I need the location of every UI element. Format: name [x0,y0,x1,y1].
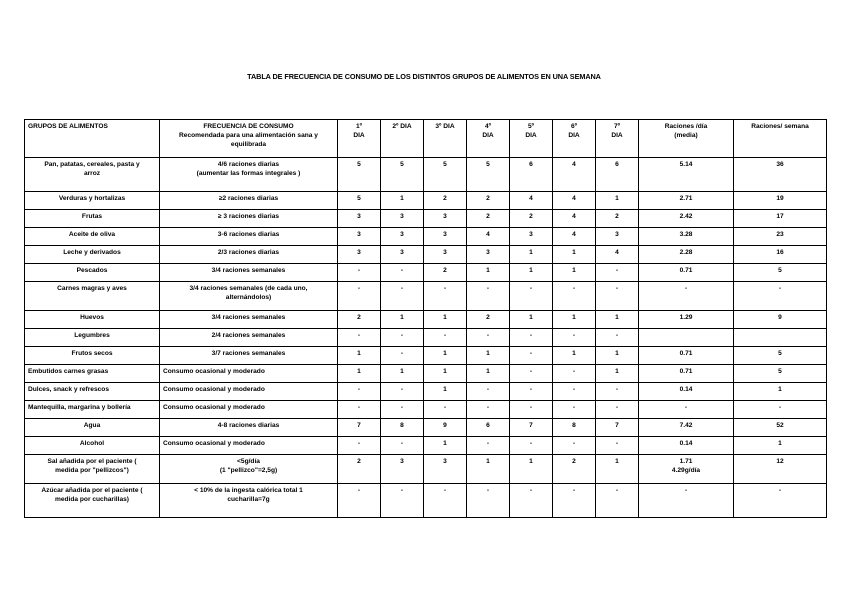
table-row [25,419,827,437]
day-6-cell: - [553,437,596,455]
table-row [25,311,827,329]
avg-cell-line: - [684,487,688,494]
day-2-cell: 3 [381,246,424,264]
week-cell: 36 [734,158,827,192]
food-group-cell [25,311,160,329]
frequency-cell-line: 2/4 raciones semanales [211,332,286,339]
food-group-cell [25,228,160,246]
frequency-cell-line: cucharilla=7g [227,496,270,503]
avg-cell [639,264,734,282]
table-row [25,246,827,264]
table-row [25,228,827,246]
day-2-cell: 3 [381,455,424,484]
frequency-cell-line: 3/4 raciones semanales [211,314,286,321]
day-6-cell: 8 [553,419,596,437]
header-week: Raciones/ semana [734,120,827,158]
header-row [25,120,827,158]
day-6-cell: - [553,365,596,383]
frequency-cell-line: (aumentar las formas integrales ) [196,170,301,177]
day-3-cell: - [424,484,467,518]
food-group-cell [25,347,160,365]
table-row [25,329,827,347]
frequency-cell-line: 4/6 raciones diarias [217,161,280,168]
day-4-cell: - [467,484,510,518]
food-group-cell-line: arroz [83,170,101,177]
week-cell: - [734,484,827,518]
food-group-cell [25,455,160,484]
day-1-cell: 2 [338,311,381,329]
week-cell: - [734,401,827,419]
day-7-cell: 1 [596,192,639,210]
frequency-cell [160,282,338,311]
avg-cell-line: 4.29g/día [671,467,701,474]
day-6-cell: - [553,401,596,419]
day-3-cell: 1 [424,383,467,401]
food-group-cell [25,264,160,282]
day-6-cell: 4 [553,158,596,192]
food-group-cell [25,484,160,518]
day-3-cell: 2 [424,264,467,282]
avg-cell-line: 0.71 [679,368,693,375]
frequency-cell [160,419,338,437]
day-7-cell: 7 [596,419,639,437]
table-row [25,264,827,282]
food-group-cell [25,192,160,210]
day-1-cell: 5 [338,192,381,210]
table-row [25,347,827,365]
day-4-cell: - [467,329,510,347]
day-1-cell: - [338,484,381,518]
frequency-cell-line: 3/4 raciones semanales (de cada uno, [189,285,308,292]
day-4-cell: 3 [467,246,510,264]
avg-cell-line: 0.14 [679,386,693,393]
day-4-cell: - [467,401,510,419]
day-7-cell: - [596,484,639,518]
week-cell: 52 [734,419,827,437]
day-6-cell: 4 [553,192,596,210]
day-3-cell: - [424,401,467,419]
header-day-7: 7º DIA [596,120,639,158]
day-7-cell: 1 [596,455,639,484]
week-cell: 1 [734,437,827,455]
day-3-cell: - [424,282,467,311]
avg-cell [639,311,734,329]
frequency-cell-line: 4-8 raciones diarias [217,422,280,429]
avg-cell-line: 2.71 [679,195,693,202]
day-3-cell: 3 [424,246,467,264]
day-2-cell: 8 [381,419,424,437]
day-2-cell: - [381,437,424,455]
day-2-cell: - [381,401,424,419]
header-day-5: 5º DIA [510,120,553,158]
food-group-cell-line: Huevos [80,314,104,321]
avg-cell-line: 0.14 [679,440,693,447]
frequency-cell-line: < 10% de la ingesta calórica total 1 [194,487,303,494]
table-row [25,282,827,311]
avg-cell [639,401,734,419]
food-group-cell [25,282,160,311]
day-5-cell: - [510,437,553,455]
day-6-cell: 1 [553,246,596,264]
day-4-cell: 4 [467,228,510,246]
frequency-cell-line: Consumo ocasional y moderado [163,440,265,447]
food-group-cell [25,210,160,228]
frequency-cell-line: Consumo ocasional y moderado [163,368,265,375]
day-7-cell: 4 [596,246,639,264]
avg-cell [639,282,734,311]
day-7-cell: 2 [596,210,639,228]
day-2-cell: 1 [381,311,424,329]
day-5-cell: - [510,383,553,401]
frequency-cell [160,329,338,347]
food-group-cell-line: Leche y derivados [63,249,121,256]
avg-cell [639,365,734,383]
day-1-cell: 2 [338,455,381,484]
day-4-cell: 2 [467,311,510,329]
frequency-cell [160,311,338,329]
page-title: TABLA DE FRECUENCIA DE CONSUMO DE LOS DISTINTOS GRUPOS DE ALIMENTOS EN UNA SEMANA [247,72,601,81]
day-3-cell: 1 [424,437,467,455]
frequency-cell-line: ≥ 3 raciones diarias [217,213,280,220]
day-6-cell: 1 [553,347,596,365]
day-1-cell: - [338,264,381,282]
day-5-cell: - [510,401,553,419]
day-4-cell: 5 [467,158,510,192]
day-4-cell: 1 [467,365,510,383]
day-2-cell: 3 [381,210,424,228]
day-5-cell: - [510,347,553,365]
food-group-cell-line: medida por "pellizcos") [55,467,129,474]
header-frequency-title: FRECUENCIA DE CONSUMO [203,123,294,130]
week-cell: - [734,282,827,311]
day-2-cell: 1 [381,192,424,210]
frequency-cell-line: ≥2 raciones diarias [218,195,279,202]
day-2-cell: - [381,329,424,347]
frequency-cell-line: alternándolos) [225,294,272,301]
day-5-cell: 1 [510,455,553,484]
week-cell: 16 [734,246,827,264]
day-2-cell: - [381,383,424,401]
day-1-cell: 3 [338,228,381,246]
avg-cell [639,419,734,437]
frequency-cell [160,365,338,383]
food-group-cell-line: Frutas [81,213,103,220]
day-2-cell: - [381,484,424,518]
table-row [25,484,827,518]
food-group-cell [25,383,160,401]
food-group-cell [25,437,160,455]
table-row [25,437,827,455]
frequency-cell [160,210,338,228]
frequency-cell [160,158,338,192]
avg-cell-line: 2.28 [679,249,693,256]
day-4-cell: 1 [467,455,510,484]
day-1-cell: - [338,383,381,401]
day-3-cell: 3 [424,210,467,228]
day-1-cell: 5 [338,158,381,192]
week-cell: 12 [734,455,827,484]
header-frequency-subtitle: Recomendada para una alimentación sana y equilibrada [179,132,318,148]
avg-cell [639,383,734,401]
table-row [25,365,827,383]
frequency-cell [160,437,338,455]
frequency-cell-line: 2/3 raciones diarias [217,249,280,256]
table-row [25,401,827,419]
food-group-cell-line: Sal añadida por el paciente ( [47,458,137,465]
food-group-cell-line: Azúcar añadida por el paciente ( [41,487,143,494]
day-6-cell: 4 [553,228,596,246]
day-7-cell: - [596,383,639,401]
day-5-cell: 1 [510,246,553,264]
header-day-3: 3º DIA [424,120,467,158]
week-cell: 5 [734,347,827,365]
food-group-cell-line: Carnes magras y aves [57,285,127,292]
day-3-cell: 9 [424,419,467,437]
table-row [25,455,827,484]
day-5-cell: 2 [510,210,553,228]
food-group-cell-line: Agua [83,422,101,429]
avg-cell [639,246,734,264]
day-5-cell: 6 [510,158,553,192]
day-4-cell: 1 [467,264,510,282]
avg-cell [639,158,734,192]
avg-cell [639,210,734,228]
day-3-cell: 1 [424,365,467,383]
header-frequency [160,120,338,158]
frequency-cell [160,455,338,484]
day-7-cell: 6 [596,158,639,192]
avg-cell [639,228,734,246]
frequency-cell [160,383,338,401]
week-cell: 5 [734,264,827,282]
avg-cell-line: 0.71 [679,350,693,357]
day-2-cell: 3 [381,228,424,246]
day-3-cell: 3 [424,455,467,484]
day-5-cell: 1 [510,264,553,282]
table-body [25,158,827,518]
avg-cell [639,329,734,347]
frequency-cell-line: 3/7 raciones semanales [211,350,286,357]
week-cell: 5 [734,365,827,383]
table-row [25,158,827,192]
day-3-cell: 1 [424,311,467,329]
header-day-1: 1º DIA [338,120,381,158]
day-2-cell: 5 [381,158,424,192]
avg-cell-line: - [684,404,688,411]
avg-cell [639,455,734,484]
day-3-cell: 5 [424,158,467,192]
food-group-cell-line: Verduras y hortalizas [58,195,126,202]
header-group: GRUPOS DE ALIMENTOS [25,120,160,158]
week-cell: 19 [734,192,827,210]
day-1-cell: 1 [338,347,381,365]
day-5-cell: - [510,282,553,311]
day-7-cell: - [596,437,639,455]
header-day-4: 4º DIA [467,120,510,158]
food-group-cell-line: medida por cucharillas) [54,496,130,503]
week-cell [734,329,827,347]
food-group-cell [25,329,160,347]
week-cell: 17 [734,210,827,228]
day-2-cell: - [381,264,424,282]
day-2-cell: - [381,282,424,311]
avg-cell-line: 7.42 [679,422,693,429]
week-cell: 1 [734,383,827,401]
food-group-cell-line: Pescados [76,267,108,274]
food-group-cell-line: Legumbres [74,332,110,339]
day-3-cell: 2 [424,192,467,210]
day-6-cell: - [553,329,596,347]
frequency-cell [160,192,338,210]
day-1-cell: 3 [338,210,381,228]
food-group-cell [25,401,160,419]
avg-cell [639,484,734,518]
table-row [25,210,827,228]
food-group-cell [25,246,160,264]
day-6-cell: - [553,282,596,311]
day-4-cell: 2 [467,210,510,228]
frequency-table [24,119,827,518]
table-row [25,192,827,210]
food-group-cell-line: Embutidos carnes grasas [28,368,109,375]
header-day-2: 2º DIA [381,120,424,158]
day-5-cell: 1 [510,311,553,329]
avg-cell [639,347,734,365]
day-7-cell: - [596,264,639,282]
frequency-cell [160,264,338,282]
food-group-cell [25,419,160,437]
frequency-cell-line: 3/4 raciones semanales [211,267,286,274]
day-3-cell: 3 [424,228,467,246]
avg-cell-line: 1.29 [679,314,693,321]
day-4-cell: 6 [467,419,510,437]
header-avg: Raciones /día (media) [639,120,734,158]
day-7-cell: 1 [596,365,639,383]
day-1-cell: 7 [338,419,381,437]
day-6-cell: - [553,383,596,401]
day-4-cell: - [467,437,510,455]
day-7-cell: - [596,401,639,419]
food-group-cell [25,365,160,383]
frequency-cell-line: (1 "pellizco"=2,5g) [219,467,278,474]
day-2-cell: - [381,347,424,365]
frequency-cell-line: Consumo ocasional y moderado [163,386,265,393]
food-group-cell-line: Alcohol [79,440,105,447]
food-group-cell [25,158,160,192]
avg-cell-line: 3.28 [679,231,693,238]
table-row [25,383,827,401]
frequency-cell [160,484,338,518]
day-1-cell: 1 [338,365,381,383]
day-1-cell: - [338,282,381,311]
frequency-cell-line: Consumo ocasional y moderado [163,404,265,411]
day-1-cell: 3 [338,246,381,264]
frequency-cell-line: <5g/día [237,458,260,465]
day-3-cell: 1 [424,347,467,365]
food-group-cell-line: Mantequilla, margarina y bollería [28,404,131,411]
day-6-cell: - [553,484,596,518]
day-5-cell: - [510,484,553,518]
avg-cell [639,437,734,455]
header-day-6: 6º DIA [553,120,596,158]
frequency-cell [160,401,338,419]
day-7-cell: - [596,329,639,347]
day-6-cell: 2 [553,455,596,484]
food-group-cell-line: Frutos secos [71,350,113,357]
avg-cell [639,192,734,210]
week-cell: 9 [734,311,827,329]
day-7-cell: 1 [596,311,639,329]
day-3-cell: - [424,329,467,347]
day-5-cell: 3 [510,228,553,246]
day-4-cell: - [467,282,510,311]
frequency-cell-line: 3-6 raciones diarias [217,231,280,238]
day-7-cell: 3 [596,228,639,246]
week-cell: 23 [734,228,827,246]
day-6-cell: 1 [553,264,596,282]
frequency-cell [160,347,338,365]
day-5-cell: 4 [510,192,553,210]
day-6-cell: 1 [553,311,596,329]
food-group-cell-line: Dulces, snack y refrescos [28,386,110,393]
avg-cell-line: - [684,285,688,292]
frequency-cell [160,246,338,264]
day-4-cell: 2 [467,192,510,210]
day-5-cell: - [510,365,553,383]
food-group-cell-line: Pan, patatas, cereales, pasta y [44,161,140,168]
day-2-cell: 1 [381,365,424,383]
day-7-cell: 1 [596,347,639,365]
avg-cell-line: 0.71 [679,267,693,274]
day-4-cell: - [467,383,510,401]
day-1-cell: - [338,401,381,419]
day-4-cell: 1 [467,347,510,365]
day-1-cell: - [338,437,381,455]
avg-cell-line: 1.71 [679,458,693,465]
avg-cell-line: 5.14 [679,161,693,168]
day-7-cell: - [596,282,639,311]
food-group-cell-line: Aceite de oliva [68,231,116,238]
day-5-cell: 7 [510,419,553,437]
avg-cell-line: 2.42 [679,213,693,220]
day-6-cell: 4 [553,210,596,228]
frequency-cell [160,228,338,246]
day-5-cell: - [510,329,553,347]
day-1-cell: - [338,329,381,347]
